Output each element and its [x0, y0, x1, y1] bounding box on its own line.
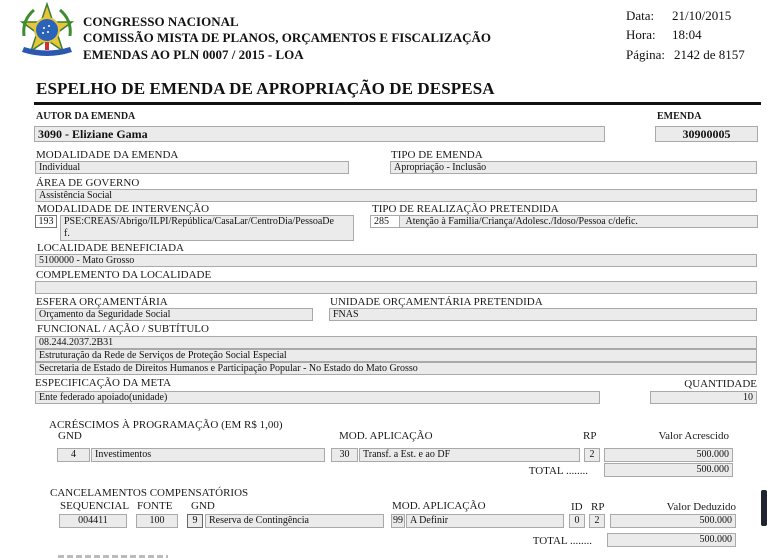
cancellations-value-header: Valor Deduzido — [666, 501, 736, 513]
modality-field: Individual — [35, 161, 349, 174]
scrollbar-thumb[interactable] — [761, 490, 767, 526]
goal-spec-field: Ente federado apoiado(unidade) — [35, 391, 600, 404]
functional-label: FUNCIONAL / AÇÃO / SUBTÍTULO — [37, 323, 209, 335]
action-field: Estruturação da Rede de Serviços de Proteção Social Especial — [35, 349, 757, 362]
government-area-label: ÁREA DE GOVERNO — [36, 177, 140, 189]
locality-label: LOCALIDADE BENEFICIADA — [37, 242, 184, 254]
cancellations-mod-header: MOD. APLICAÇÃO — [392, 500, 486, 512]
additions-gnd-header: GND — [58, 430, 82, 442]
title-divider — [34, 102, 761, 105]
cancellations-title: CANCELAMENTOS COMPENSATÓRIOS — [50, 487, 249, 499]
cancellations-gnd-code: 9 — [187, 514, 203, 528]
budget-sphere-label: ESFERA ORÇAMENTÁRIA — [36, 296, 168, 308]
additions-total-label: TOTAL ........ — [528, 465, 588, 477]
page-value: 2142 de 8157 — [674, 47, 745, 62]
cancellations-mod-desc: A Definir — [406, 514, 564, 528]
time-label: Hora: — [626, 27, 656, 42]
quantity-field: 10 — [650, 391, 757, 404]
cancellations-source-header: FONTE — [137, 500, 173, 512]
locality-complement-field — [35, 281, 757, 294]
additions-rp-header: RP — [583, 430, 597, 442]
additions-value: 500.000 — [604, 448, 733, 462]
intervention-field — [60, 215, 354, 241]
page-title: ESPELHO DE EMENDA DE APROPRIAÇÃO DE DESPESA — [36, 79, 495, 98]
date-value: 21/10/2015 — [672, 8, 732, 23]
realization-type-label: TIPO DE REALIZAÇÃO PRETENDIDA — [372, 203, 559, 215]
additions-title: ACRÉSCIMOS À PROGRAMAÇÃO (EM R$ 1,00) — [49, 419, 283, 431]
cancellations-rp-header: RP — [591, 501, 605, 513]
additions-total-value: 500.000 — [604, 463, 733, 477]
functional-code-field: 08.244.2037.2B31 — [35, 336, 757, 349]
goal-spec-label: ESPECIFICAÇÃO DA META — [35, 377, 172, 389]
cancellations-value: 500.000 — [610, 514, 736, 528]
date-label: Data: — [626, 8, 655, 23]
locality-field: 5100000 - Mato Grosso — [35, 254, 757, 267]
additions-gnd-desc: Investimentos — [91, 448, 325, 462]
budget-unit-label: UNIDADE ORÇAMENTÁRIA PRETENDIDA — [330, 296, 543, 308]
cancellations-sequential: 004411 — [59, 514, 127, 528]
pln-label: EMENDAS AO PLN 0007 / 2015 - LOA — [83, 47, 304, 62]
amendment-number: 30900005 — [655, 126, 758, 142]
realization-type-field — [370, 215, 758, 228]
locality-complement-label: COMPLEMENTO DA LOCALIDADE — [36, 269, 212, 281]
org-name: CONGRESSO NACIONAL — [83, 14, 239, 29]
cancellations-gnd-desc: Reserva de Contingência — [205, 514, 384, 528]
intervention-code: 193 — [35, 215, 57, 228]
amendment-type-field: Apropriação - Inclusão — [390, 161, 757, 174]
amendment-label: EMENDA — [657, 111, 702, 122]
cancellations-seq-header: SEQUENCIAL — [60, 500, 130, 512]
amendment-type-label: TIPO DE EMENDA — [391, 149, 483, 161]
cancellations-total-value: 500.000 — [607, 533, 736, 547]
cancellations-mod-code: 99 — [393, 515, 403, 526]
additions-mod-header: MOD. APLICAÇÃO — [339, 430, 433, 442]
brazil-coat-of-arms-icon — [18, 2, 76, 60]
additions-gnd-code: 4 — [57, 448, 90, 462]
realization-type-value: Atenção à Familia/Criança/Adolesc./Idoso/Pessoa c/defic. — [405, 216, 638, 227]
government-area-field: Assistência Social — [35, 189, 757, 202]
page-label: Página: — [626, 47, 665, 62]
time-value: 18:04 — [672, 27, 702, 42]
cancellations-source: 100 — [136, 514, 178, 528]
commission-name: COMISSÃO MISTA DE PLANOS, ORÇAMENTOS E FISCALIZAÇÃO — [83, 30, 492, 45]
cancellations-id-header: ID — [571, 501, 583, 513]
cancellations-id: 0 — [569, 514, 585, 528]
modality-label: MODALIDADE DA EMENDA — [36, 149, 179, 161]
budget-unit-field: FNAS — [329, 308, 757, 321]
cancellations-rp: 2 — [589, 514, 605, 528]
additions-value-header: Valor Acrescido — [658, 430, 729, 442]
quantity-label: QUANTIDADE — [684, 378, 757, 390]
additions-mod-code: 30 — [331, 448, 358, 462]
additions-rp: 2 — [584, 448, 600, 462]
author-label: AUTOR DA EMENDA — [36, 111, 136, 122]
additions-mod-desc: Transf. a Est. e ao DF — [359, 448, 580, 462]
subtitle-field: Secretaria de Estado de Direitos Humanos e Participação Popular - No Estado do Mato Grosso — [35, 362, 757, 375]
realization-type-code: 285 — [371, 216, 400, 228]
author-field: 3090 - Eliziane Gama — [34, 126, 605, 142]
intervention-line-2: f. — [64, 228, 70, 239]
intervention-modality-label: MODALIDADE DE INTERVENÇÃO — [37, 203, 210, 215]
cancellations-gnd-header: GND — [191, 500, 215, 512]
cancellations-total-label: TOTAL ........ — [532, 535, 592, 547]
budget-sphere-field: Orçamento da Seguridade Social — [35, 308, 313, 321]
intervention-line-1: PSE:CREAS/Abrigo/ILPI/República/CasaLar/CentroDia/PessoaDe — [64, 216, 334, 227]
